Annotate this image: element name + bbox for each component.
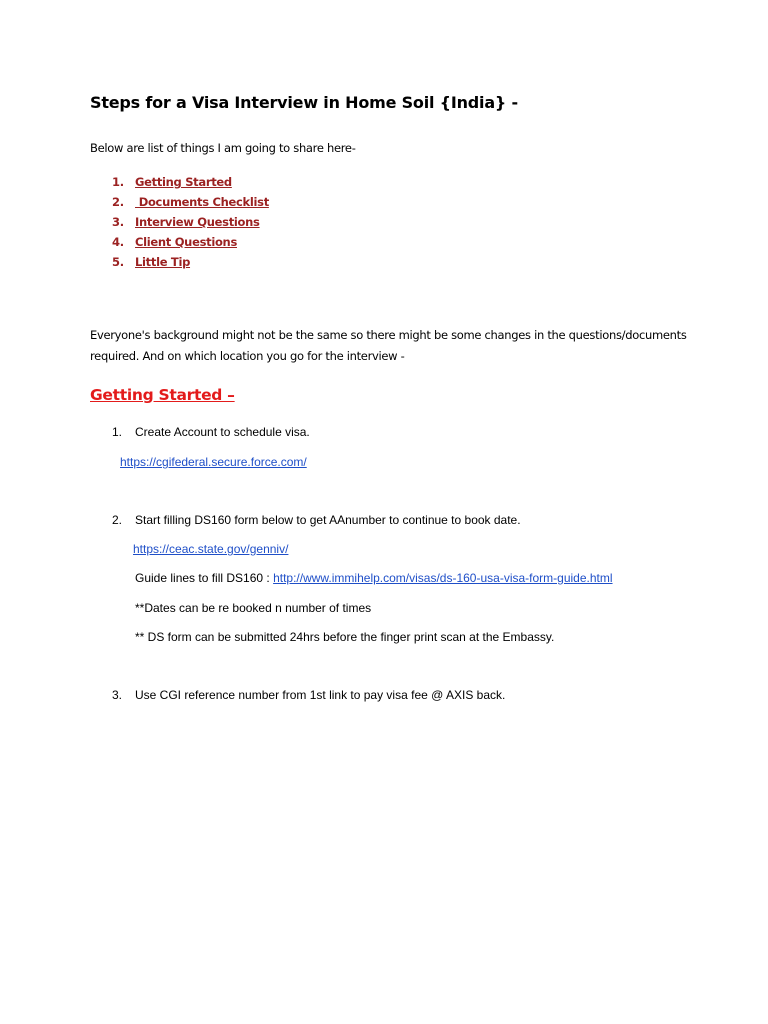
toc-item [112, 233, 269, 253]
ceac-link[interactable]: https://ceac.state.gov/genniv/ [133, 542, 289, 556]
step-number: 3. [112, 688, 123, 702]
immihelp-link[interactable]: http://www.immihelp.com/visas/ds-160-usa-visa-form-guide.html [273, 571, 613, 585]
toc-link-little-tip[interactable]: Little Tip [135, 255, 191, 269]
toc-link-client-questions[interactable]: Client Questions [135, 235, 237, 249]
intro-text: Below are list of things I am going to share here- [90, 141, 356, 155]
toc-item-number: 3. [112, 215, 124, 229]
toc-item-number: 4. [112, 235, 124, 249]
toc-item-number: 2. [112, 195, 124, 209]
background-paragraph: Everyone's background might not be the same so there might be some changes in the questions/documents required. And on which location you go for the interview - [90, 328, 687, 363]
step-3-text: Use CGI reference number from 1st link to pay visa fee @ AXIS back. [135, 688, 506, 702]
toc-item-number: 5. [112, 255, 124, 269]
step-number: 1. [112, 425, 123, 439]
step-1-text: Create Account to schedule visa. [135, 425, 310, 439]
step-2-text: Start filling DS160 form below to get AAnumber to continue to book date. [135, 513, 521, 527]
toc-item [112, 213, 269, 233]
table-of-contents [112, 173, 269, 273]
toc-item-number: 1. [112, 175, 124, 189]
step-number: 2. [112, 513, 123, 527]
toc-item [112, 173, 269, 193]
guide-prefix: Guide lines to fill DS160 : [135, 571, 274, 585]
cgifederal-link[interactable]: https://cgifederal.secure.force.com/ [120, 455, 307, 469]
guide-line [135, 571, 613, 585]
document-title: Steps for a Visa Interview in Home Soil {India} - [90, 93, 518, 112]
toc-link-documents-checklist[interactable]: Documents Checklist [135, 195, 269, 209]
toc-link-getting-started[interactable]: Getting Started [135, 175, 232, 189]
toc-item [112, 193, 269, 213]
section-title-getting-started: Getting Started – [90, 386, 235, 404]
note-rebook: **Dates can be re booked n number of times [135, 601, 372, 615]
toc-item [112, 253, 269, 273]
note-ds-form: ** DS form can be submitted 24hrs before the finger print scan at the Embassy. [135, 630, 555, 644]
toc-link-interview-questions[interactable]: Interview Questions [135, 215, 260, 229]
